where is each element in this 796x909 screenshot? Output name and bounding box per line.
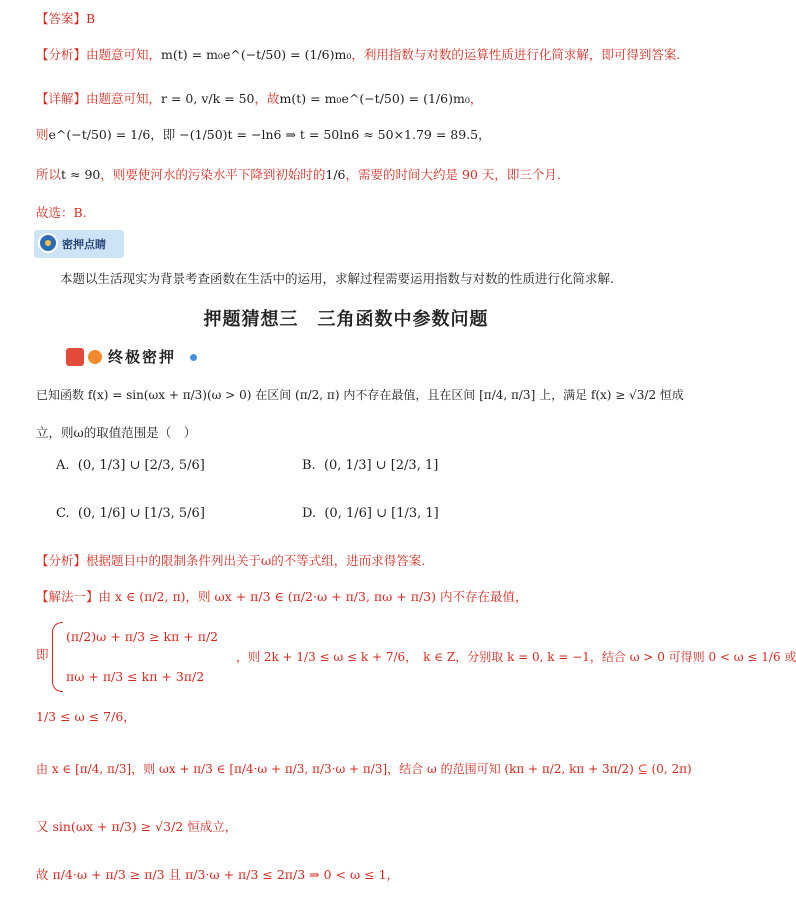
analysis-line (36, 46, 680, 64)
option-d-label: D. (302, 506, 317, 521)
chart-icon (66, 348, 84, 366)
line4-frac: 1/6 (325, 167, 346, 182)
detail-tag: 【详解】 (36, 91, 87, 106)
detail-formula-b: m(t) = m₀e^(−t/50) = (1/6)m₀ (279, 91, 470, 106)
detail-formula-a: r = 0, v/k = 50 (161, 91, 255, 106)
sol1-tag: 【解法一】 (36, 589, 99, 604)
option-c[interactable] (56, 506, 205, 521)
final-banner (66, 344, 201, 370)
option-c-value: (0, 1/6] ∪ [1/3, 5/6] (77, 506, 205, 521)
detail-line (36, 90, 482, 108)
line3 (36, 126, 491, 144)
line4-pre: 所以 (36, 167, 62, 182)
option-a[interactable] (56, 458, 205, 473)
sol-analysis-tag: 【分析】 (36, 553, 87, 568)
analysis-text-b: ，利用指数与对数的运算性质进行化简求解，即可得到答案. (351, 47, 681, 62)
question-line1: 已知函数 f(x) = sin(ωx + π/3)(ω > 0) 在区间 (π/2, π) 内不存在最值，且在区间 [π/4, π/3] 上，满足 f(x) ≥ √3/2 恒成 (36, 388, 684, 402)
answer-value: B (86, 11, 96, 26)
sol1 (36, 588, 527, 606)
line3-pre: 则 (36, 127, 49, 142)
analysis-text-a: 由题意可知， (86, 47, 162, 62)
option-b-label: B. (302, 458, 316, 473)
sol-analysis-text: 根据题目中的限制条件列出关于ω的不等式组，进而求得答案. (86, 553, 426, 568)
detail-text-b: ，故 (254, 91, 280, 106)
brace (52, 622, 63, 692)
sys-eq1: (π/2)ω + π/3 ≥ kπ + π/2 (66, 629, 219, 644)
option-d[interactable] (302, 506, 439, 521)
section-title: 押题猜想三 三角函数中参数问题 (203, 309, 489, 330)
answer-tag: 【答案】 (36, 11, 87, 26)
option-d-value: (0, 1/6] ∪ [1/3, 1] (324, 506, 439, 521)
sol1-text: 由 x ∈ (π/2, π)，则 ωx + π/3 ∈ (π/2·ω + π/3, πω + π/3) 内不存在最值， (98, 589, 528, 604)
detail-text-c: ， (469, 91, 483, 106)
sol4: 故 π/4·ω + π/3 ≥ π/3 且 π/3·ω + π/3 ≤ 2π/3 ⇒ 0 < ω ≤ 1， (36, 867, 400, 882)
line4 (36, 166, 561, 184)
option-c-label: C. (56, 506, 70, 521)
sol3: 又 sin(ωx + π/3) ≥ √3/2 恒成立， (36, 819, 238, 834)
option-a-label: A. (56, 458, 70, 473)
line4-formula: t ≈ 90 (61, 167, 101, 182)
question-line2: 立，则ω的取值范围是（ ） (36, 425, 197, 440)
sys-tail: 1/3 ≤ ω ≤ 7/6， (36, 709, 136, 724)
line3-formula: e^(−t/50) = 1/6，即 −(1/50)t = −ln6 ⇒ t = 50ln6 ≈ 50×1.79 = 89.5， (48, 127, 491, 142)
sol2: 由 x ∈ [π/4, π/3]，则 ωx + π/3 ∈ [π/4·ω + π/3, π/3·ω + π/3]，结合 ω 的范围可知 (kπ + π/2, kπ + 3π/2) ⊆ (0, 2π) (36, 762, 692, 776)
tip-banner-label: 密押点睛 (62, 238, 106, 251)
target-icon (88, 350, 102, 364)
detail-text-a: 由题意可知， (86, 91, 162, 106)
sys-pre: 即 (36, 647, 49, 662)
dot-icon (190, 354, 197, 361)
sol-analysis (36, 552, 425, 570)
analysis-tag: 【分析】 (36, 47, 87, 62)
option-b-value: (0, 1/3] ∪ [2/3, 1] (323, 458, 439, 473)
answer-line (36, 10, 95, 28)
sys-eq2: πω + π/3 ≤ kπ + 3π/2 (66, 669, 205, 684)
final-banner-label: 终极密押 (108, 348, 177, 366)
analysis-formula: m(t) = m₀e^(−t/50) = (1/6)m₀ (161, 47, 352, 62)
line4-text2: ，需要的时间大约是 90 天，即三个月. (345, 167, 561, 182)
tip-banner (34, 230, 124, 258)
line4-text: ，则要使河水的污染水平下降到初始时的 (100, 167, 326, 182)
option-a-value: (0, 1/3] ∪ [2/3, 5/6] (77, 458, 205, 473)
tip-text: 本题以生活现实为背景考查函数在生活中的运用，求解过程需要运用指数与对数的性质进行化简求解. (60, 271, 614, 286)
sys-rest: ，则 2k + 1/3 ≤ ω ≤ k + 7/6， k ∈ Z，分别取 k = 0, k = −1，结合 ω > 0 可得则 0 < ω ≤ 1/6 或 (236, 650, 796, 664)
target-icon (38, 233, 58, 253)
line5: 故选：B. (36, 205, 87, 220)
option-b[interactable] (302, 458, 438, 473)
